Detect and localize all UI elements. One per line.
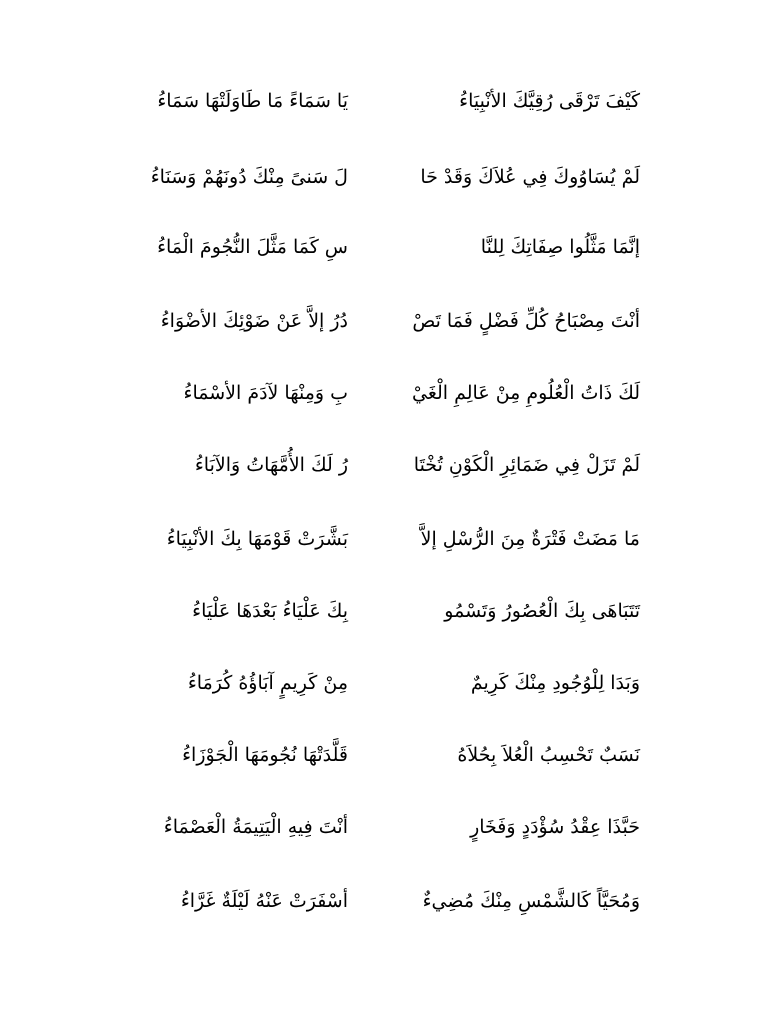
verse-first-hemistich: حَبَّذَا عِقْدُ سُؤْدَدٍ وَفَخَارٍ <box>470 816 640 838</box>
verse-second-hemistich: بِكَ عَلْيَاءُ بَعْدَهَا عَلْيَاءُ <box>192 600 348 622</box>
verse-second-hemistich: سِ كَمَا مَثَّلَ النُّجُومَ الْمَاءُ <box>157 236 348 258</box>
verse-second-hemistich: أسْفَرَتْ عَنْهُ لَيْلَةٌ غَرَّاءُ <box>180 890 348 912</box>
verse-first-hemistich: تَتَبَاهَى بِكَ الْعُصُورُ وَتَسْمُو <box>444 600 640 622</box>
verse-first-hemistich: كَيْفَ تَرْقَى رُقِيَّكَ الأنْبِيَاءُ <box>459 90 640 112</box>
verse <box>0 730 768 780</box>
verse-first-hemistich: لَكَ ذَاتُ الْعُلُومِ مِنْ عَالِمِ الْغَيْ <box>412 382 640 404</box>
verse-second-hemistich: قَلَّدَتْهَا نُجُومَهَا الْجَوْزَاءُ <box>182 744 348 766</box>
verse <box>0 876 768 926</box>
verse-first-hemistich: لَمْ يُسَاوُوكَ فِي عُلاَكَ وَقَدْ حَا <box>420 166 640 188</box>
verse <box>0 802 768 852</box>
verse-first-hemistich: وَبَدَا لِلْوُجُودِ مِنْكَ كَرِيمٌ <box>470 672 640 694</box>
verse-second-hemistich: دُرُ إلاَّ عَنْ ضَوْئِكَ الأضْوَاءُ <box>160 310 348 332</box>
verse-first-hemistich: مَا مَضَتْ فَتْرَةٌ مِنَ الرُّسْلِ إلاَّ <box>420 528 640 550</box>
verse <box>0 514 768 564</box>
verse-second-hemistich: بَشَّرَتْ قَوْمَهَا بِكَ الأنْبِيَاءُ <box>166 528 348 550</box>
verse-second-hemistich: أنْتَ فِيهِ الْيَتِيمَةُ الْعَصْمَاءُ <box>163 816 348 838</box>
verse <box>0 76 768 126</box>
verse-first-hemistich: أنْتَ مِصْبَاحُ كُلِّ فَضْلٍ فَمَا تَصْ <box>412 310 640 332</box>
verse-second-hemistich: مِنْ كَرِيمٍ آبَاؤُهُ كُرَمَاءُ <box>187 672 348 694</box>
verse <box>0 440 768 490</box>
verse <box>0 296 768 346</box>
verse <box>0 368 768 418</box>
verse-first-hemistich: إنَّمَا مَثَّلُوا صِفَاتِكَ لِلنَّا <box>480 236 640 258</box>
verse-second-hemistich: يَا سَمَاءً مَا طَاوَلَتْهَا سَمَاءُ <box>157 90 348 112</box>
verse <box>0 222 768 272</box>
verse-first-hemistich: وَمُحَيَّاً كَالشَّمْسِ مِنْكَ مُضِيءٌ <box>422 890 640 912</box>
verse-second-hemistich: بِ وَمِنْهَا لآدَمَ الأسْمَاءُ <box>183 382 348 404</box>
verse <box>0 586 768 636</box>
verse-second-hemistich: لَ سَنىً مِنْكَ دُونَهُمْ وَسَنَاءُ <box>150 166 348 188</box>
verse-second-hemistich: رُ لَكَ الأُمَّهَاتُ وَالآبَاءُ <box>194 454 348 476</box>
verse <box>0 152 768 202</box>
verse-first-hemistich: لَمْ تَزَلْ فِي ضَمَائِرِ الْكَوْنِ تُخْتَا <box>413 454 640 476</box>
verse-first-hemistich: نَسَبٌ تَحْسِبُ الْعُلاَ بِحُلاَهُ <box>457 744 640 766</box>
verse <box>0 658 768 708</box>
